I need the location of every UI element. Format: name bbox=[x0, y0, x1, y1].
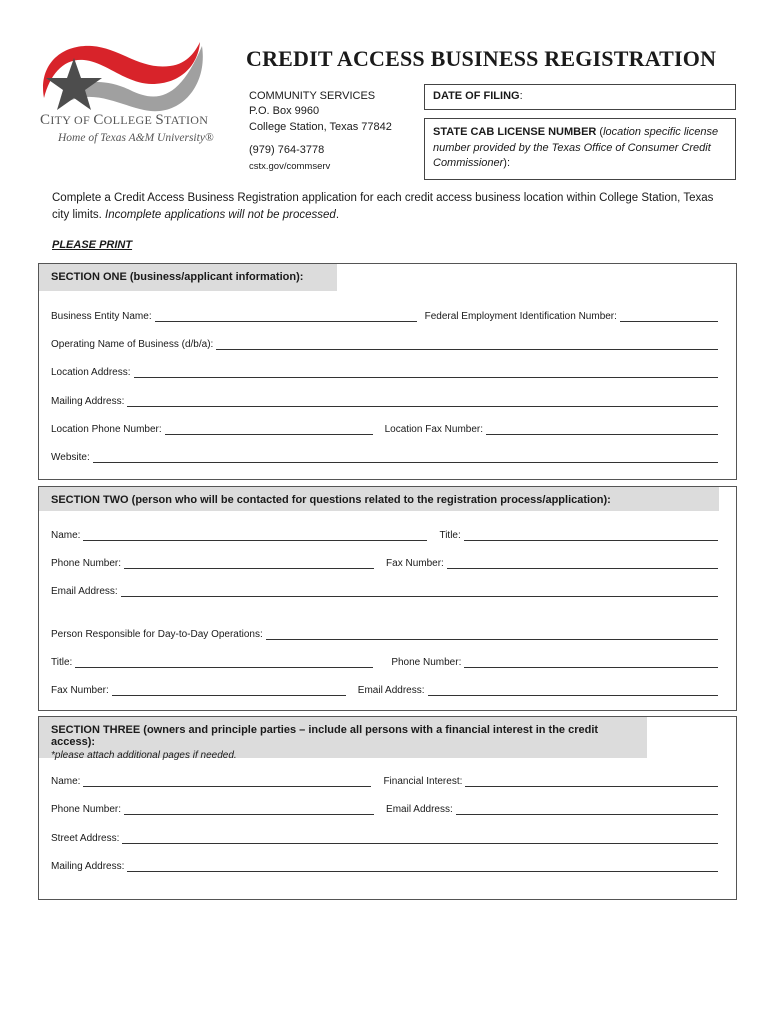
owner-email-label: Email Address: bbox=[386, 804, 453, 815]
city-tagline: Home of Texas A&M University® bbox=[58, 132, 214, 144]
location-phone-label: Location Phone Number: bbox=[51, 424, 162, 435]
contact-email-label: Email Address: bbox=[51, 586, 118, 597]
owner-mailing-label: Mailing Address: bbox=[51, 861, 125, 872]
contact-fax-field[interactable] bbox=[447, 558, 718, 569]
form-title: CREDIT ACCESS BUSINESS REGISTRATION bbox=[246, 46, 717, 71]
city-name: CITY OF COLLEGE STATION bbox=[40, 112, 209, 128]
fein-label: Federal Employment Identification Number: bbox=[424, 311, 617, 322]
section-three bbox=[38, 716, 737, 900]
website-label: Website: bbox=[51, 452, 90, 463]
contact-email-field[interactable] bbox=[121, 586, 718, 597]
section-three-heading: SECTION THREE (owners and principle parties – include all persons with a financial interest in the credit access): *please attach additional pages if needed. bbox=[39, 717, 647, 758]
responsible-title-field[interactable] bbox=[75, 657, 373, 668]
financial-interest-field[interactable] bbox=[465, 776, 718, 787]
section-two bbox=[38, 486, 737, 711]
responsible-fax-label: Fax Number: bbox=[51, 685, 109, 696]
owner-name-label: Name: bbox=[51, 776, 81, 787]
contact-phone-field[interactable] bbox=[124, 558, 374, 569]
fein-field[interactable] bbox=[620, 311, 718, 322]
website-field[interactable] bbox=[93, 452, 718, 463]
financial-interest-label: Financial Interest: bbox=[383, 776, 463, 787]
license-label: STATE CAB LICENSE NUMBER bbox=[433, 126, 597, 138]
contact-name-field[interactable] bbox=[83, 530, 427, 541]
please-print-note: PLEASE PRINT bbox=[52, 239, 133, 251]
license-number-box[interactable]: STATE CAB LICENSE NUMBER (location specific license number provided by the Texas Office of Consumer Credit Commissioner): bbox=[424, 118, 736, 180]
responsible-phone-label: Phone Number: bbox=[391, 657, 462, 668]
responsible-person-label: Person Responsible for Day-to-Day Operations: bbox=[51, 629, 263, 640]
dba-label: Operating Name of Business (d/b/a): bbox=[51, 339, 214, 350]
dept-name: COMMUNITY SERVICES bbox=[249, 90, 376, 102]
owner-mailing-field[interactable] bbox=[127, 861, 718, 872]
responsible-phone-field[interactable] bbox=[464, 657, 718, 668]
contact-phone-label: Phone Number: bbox=[51, 558, 122, 569]
owner-email-field[interactable] bbox=[456, 804, 718, 815]
business-entity-field[interactable] bbox=[155, 311, 417, 322]
section-two-heading: SECTION TWO (person who will be contacted for questions related to the registration process/application): bbox=[39, 487, 719, 511]
responsible-person-field[interactable] bbox=[266, 629, 718, 640]
location-phone-field[interactable] bbox=[165, 424, 373, 435]
intro-text: Complete a Credit Access Business Registration application for each credit access business location within College Station, Texas city limits. Incomplete applications will not be processed. bbox=[52, 192, 714, 221]
contact-title-label: Title: bbox=[439, 530, 461, 541]
date-of-filing-label: DATE OF FILING bbox=[433, 90, 520, 102]
mailing-address-field[interactable] bbox=[127, 396, 718, 407]
business-entity-label: Business Entity Name: bbox=[51, 311, 152, 322]
section-one bbox=[38, 263, 737, 480]
owner-phone-field[interactable] bbox=[124, 804, 374, 815]
date-of-filing-box[interactable]: DATE OF FILING: bbox=[424, 84, 736, 110]
phone-number: (979) 764-3778 bbox=[249, 144, 325, 156]
location-fax-field[interactable] bbox=[486, 424, 718, 435]
section-three-subheading: *please attach additional pages if needed. bbox=[51, 750, 237, 761]
section-one-heading: SECTION ONE (business/applicant information): bbox=[39, 264, 337, 291]
location-address-field[interactable] bbox=[134, 367, 719, 378]
responsible-fax-field[interactable] bbox=[112, 685, 346, 696]
po-box: P.O. Box 9960 bbox=[249, 105, 320, 117]
contact-name-label: Name: bbox=[51, 530, 81, 541]
owner-street-field[interactable] bbox=[122, 833, 718, 844]
responsible-title-label: Title: bbox=[51, 657, 73, 668]
mailing-address-label: Mailing Address: bbox=[51, 396, 125, 407]
owner-phone-label: Phone Number: bbox=[51, 804, 122, 815]
contact-title-field[interactable] bbox=[464, 530, 718, 541]
license-note: location specific license number provided by the Texas Office of Consumer Credit Commissioner bbox=[433, 126, 719, 169]
responsible-email-field[interactable] bbox=[428, 685, 719, 696]
owner-name-field[interactable] bbox=[83, 776, 371, 787]
city-state-zip: College Station, Texas 77842 bbox=[249, 121, 392, 133]
responsible-email-label: Email Address: bbox=[357, 685, 425, 696]
owner-street-label: Street Address: bbox=[51, 833, 120, 844]
contact-fax-label: Fax Number: bbox=[386, 558, 444, 569]
location-address-label: Location Address: bbox=[51, 367, 131, 378]
dba-field[interactable] bbox=[216, 339, 718, 350]
website-url: cstx.gov/commserv bbox=[249, 161, 331, 172]
location-fax-label: Location Fax Number: bbox=[384, 424, 484, 435]
